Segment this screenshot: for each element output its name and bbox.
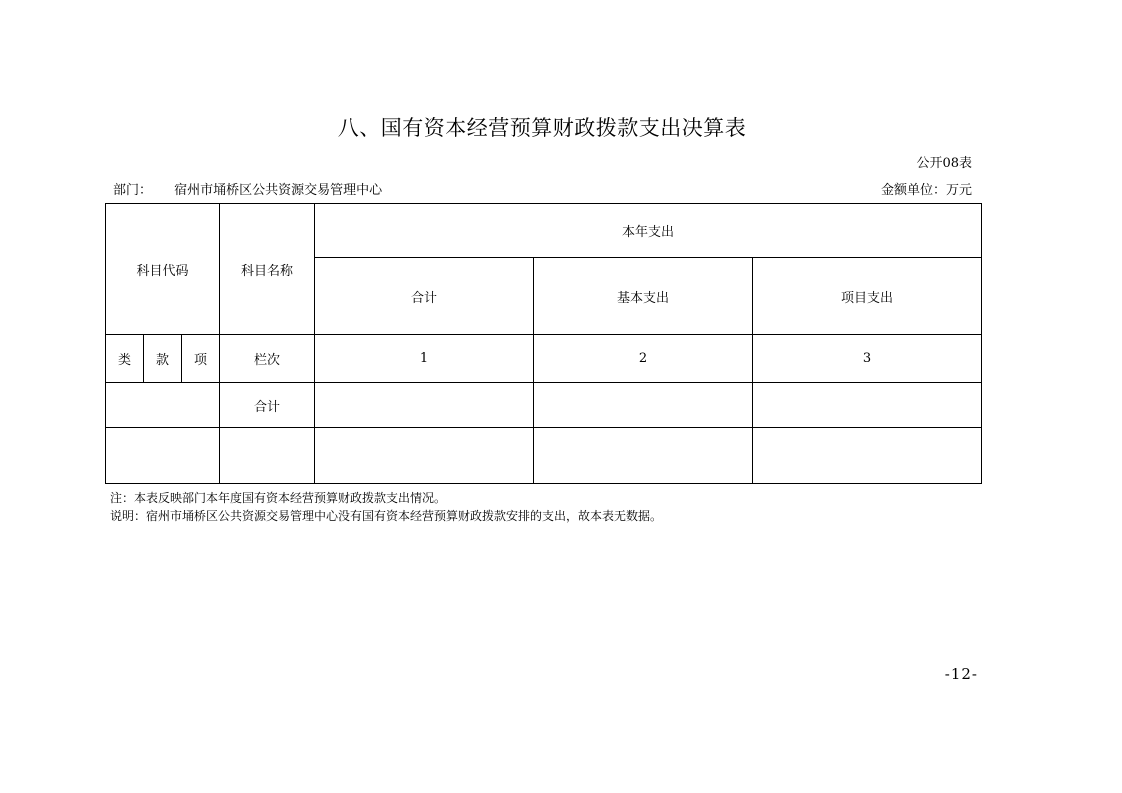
current-year-expenditure-header: 本年支出 (315, 204, 982, 258)
column-3-cell: 3 (753, 335, 982, 383)
total-header: 合计 (315, 258, 534, 335)
note-text: 注：本表反映部门本年度国有资本经营预算财政拨款支出情况。 (110, 491, 447, 505)
department-line (113, 179, 382, 198)
expenditure-table (105, 203, 982, 484)
item-cell: 项 (182, 335, 220, 383)
project-expenditure-header: 项目支出 (753, 258, 982, 335)
empty-total-cell (315, 428, 534, 484)
empty-code-cell (106, 428, 220, 484)
section-cell: 款 (144, 335, 182, 383)
total-row (106, 383, 982, 428)
subject-code-header: 科目代码 (106, 204, 220, 335)
empty-basic-cell (534, 428, 753, 484)
page-number: -12- (944, 665, 978, 683)
total-row-label: 合计 (220, 383, 315, 428)
total-row-code-cell (106, 383, 220, 428)
header-row-1 (106, 204, 982, 258)
code-row (106, 335, 982, 383)
form-number: 公开08表 (916, 156, 972, 171)
department-name: 宿州市埇桥区公共资源交易管理中心 (174, 183, 383, 198)
amount-unit: 金额单位：万元 (880, 183, 972, 198)
explanation-text: 说明：宿州市埇桥区公共资源交易管理中心没有国有资本经营预算财政拨款安排的支出，故本表无数据。 (110, 509, 663, 523)
empty-name-cell (220, 428, 315, 484)
category-cell: 类 (106, 335, 144, 383)
page-title: 八、国有资本经营预算财政拨款支出决算表 (337, 116, 747, 140)
column-2-cell: 2 (534, 335, 753, 383)
total-row-project-cell (753, 383, 982, 428)
column-1-cell: 1 (315, 335, 534, 383)
column-label-cell: 栏次 (220, 335, 315, 383)
basic-expenditure-header: 基本支出 (534, 258, 753, 335)
total-row-total-cell (315, 383, 534, 428)
department-label: 部门： (113, 183, 153, 198)
empty-project-cell (753, 428, 982, 484)
empty-data-row (106, 428, 982, 484)
total-row-basic-cell (534, 383, 753, 428)
subject-name-header: 科目名称 (220, 204, 315, 335)
notes-block (110, 489, 662, 525)
